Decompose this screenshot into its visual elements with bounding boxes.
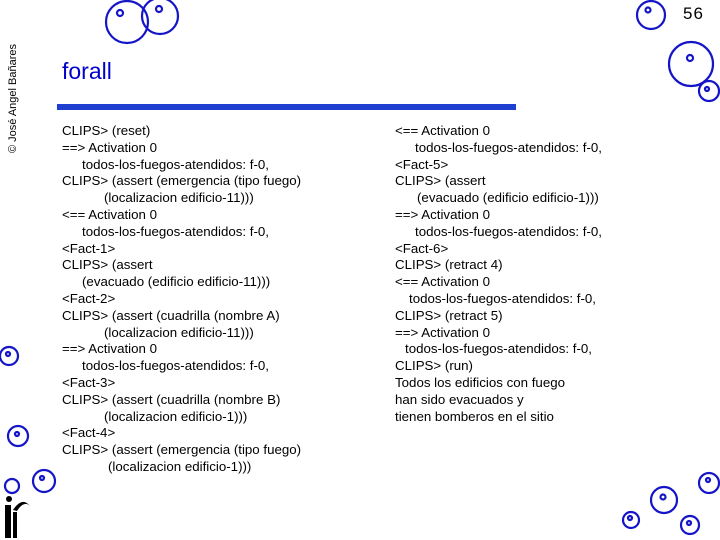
code-line: (evacuado (edificio edificio-1))) bbox=[417, 190, 599, 206]
page-number: 56 bbox=[683, 4, 704, 23]
code-line: <== Activation 0 bbox=[395, 123, 490, 138]
code-line: todos-los-fuegos-atendidos: f-0, bbox=[415, 223, 603, 239]
university-logo-icon bbox=[5, 496, 30, 538]
code-line: CLIPS> (retract 5) bbox=[395, 307, 503, 323]
code-line: han sido evacuados y bbox=[395, 391, 524, 407]
bubble-icon bbox=[646, 8, 651, 13]
code-line: ==> Activation 0 bbox=[395, 324, 490, 340]
code-line: todos-los-fuegos-atendidos: f-0, bbox=[82, 156, 270, 172]
bubble-icon bbox=[706, 478, 710, 482]
bubble-icon bbox=[687, 521, 691, 525]
code-line: <Fact-3> bbox=[62, 374, 116, 390]
code-line: CLIPS> (assert (cuadrilla (nombre B) bbox=[62, 391, 281, 407]
bubble-icon bbox=[669, 42, 713, 86]
bubble-icon bbox=[117, 10, 123, 16]
bubble-icon bbox=[40, 476, 44, 480]
code-line: ==> Activation 0 bbox=[395, 206, 490, 222]
bubble-icon bbox=[699, 473, 719, 493]
code-line: todos-los-fuegos-atendidos: f-0, bbox=[82, 223, 270, 239]
code-line: CLIPS> (retract 4) bbox=[395, 257, 503, 273]
bubble-icon bbox=[628, 516, 632, 520]
code-line: CLIPS> (run) bbox=[395, 358, 473, 374]
code-line: ==> Activation 0 bbox=[62, 341, 157, 357]
code-line: (localizacion edificio-1))) bbox=[108, 458, 252, 474]
code-line: CLIPS> (reset) bbox=[62, 123, 151, 138]
code-line: CLIPS> (assert bbox=[395, 173, 486, 189]
code-line: todos-los-fuegos-atendidos: f-0, bbox=[405, 341, 593, 357]
copyright-text: © José Angel Bañares bbox=[7, 43, 19, 153]
code-line: <== Activation 0 bbox=[62, 206, 157, 222]
code-line: (localizacion edificio-11))) bbox=[104, 324, 254, 340]
code-line: CLIPS> (assert (emergencia (tipo fuego) bbox=[62, 442, 302, 458]
bubble-icon bbox=[15, 432, 19, 436]
code-line: todos-los-fuegos-atendidos: f-0, bbox=[409, 290, 597, 306]
code-line: <Fact-6> bbox=[395, 240, 449, 256]
code-line: ==> Activation 0 bbox=[62, 139, 157, 155]
bubble-icon bbox=[33, 470, 55, 492]
code-line: CLIPS> (assert (cuadrilla (nombre A) bbox=[62, 307, 280, 323]
bubble-icon bbox=[106, 1, 148, 43]
code-line: <Fact-2> bbox=[62, 290, 116, 306]
bubble-icon bbox=[687, 55, 693, 61]
code-line: (evacuado (edificio edificio-11))) bbox=[82, 274, 271, 290]
bubble-icon bbox=[705, 87, 709, 91]
slide-title: forall bbox=[62, 58, 112, 84]
code-line: Todos los edificios con fuego bbox=[395, 374, 566, 390]
code-line: todos-los-fuegos-atendidos: f-0, bbox=[415, 139, 603, 155]
code-line: tienen bomberos en el sitio bbox=[395, 408, 554, 424]
code-line: <Fact-4> bbox=[62, 425, 116, 441]
code-line: <Fact-5> bbox=[395, 156, 449, 172]
code-line: <Fact-1> bbox=[62, 240, 116, 256]
bubble-icon bbox=[156, 6, 162, 12]
code-line: (localizacion edificio-11))) bbox=[104, 190, 254, 206]
code-line: todos-los-fuegos-atendidos: f-0, bbox=[82, 358, 270, 374]
bubble-icon bbox=[6, 352, 10, 356]
code-line: (localizacion edificio-1))) bbox=[104, 408, 248, 424]
code-line: CLIPS> (assert bbox=[62, 257, 153, 273]
bubble-icon bbox=[661, 495, 666, 500]
code-line: CLIPS> (assert (emergencia (tipo fuego) bbox=[62, 173, 302, 189]
bubble-icon bbox=[637, 1, 665, 29]
bubble-icon bbox=[5, 479, 19, 493]
code-line: <== Activation 0 bbox=[395, 274, 490, 290]
